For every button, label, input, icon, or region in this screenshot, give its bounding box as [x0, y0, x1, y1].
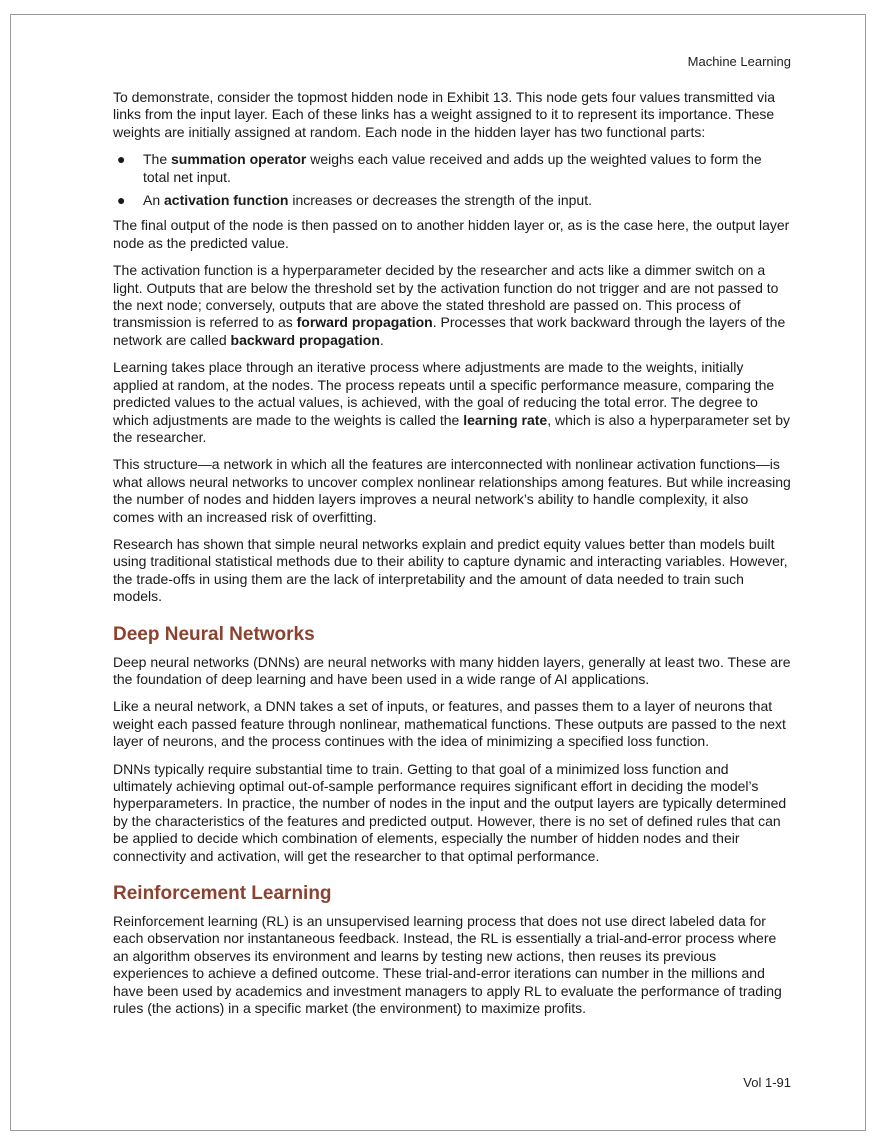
bullet-icon: ● [117, 192, 126, 209]
bullet-icon: ● [117, 151, 126, 168]
paragraph: DNNs typically require substantial time to train. Getting to that goal of a minimized loss function and ultimately achieving optimal out-of-sample performance requires significant effort in deciding the model’s hyperparameters. In practice, the number of nodes in the input and the output layers are typically determined by the characteristics of the features and predicted output. However, there is no set of defined rules that can be applied to decide which combination of elements, especially the number of hidden nodes and their connectivity and activation, will get the researcher to that optimal performance. [113, 760, 787, 864]
body-text [113, 89, 791, 1027]
section-heading: Deep Neural Networks [113, 623, 315, 645]
list-item: ● The summation operator weighs each value received and adds up the weighted values to form the total net input. [117, 151, 762, 185]
key-term: summation operator [171, 151, 307, 168]
paragraph: Learning takes place through an iterative process where adjustments are made to the weights, initially applied at random, at the nodes. The process repeats until a specific performance measure, comparing the predicted values to the actual values, is achieved, with the goal of reducing the total error. The degree to which adjustments are made to the weights is called the learning rate, which is also a hyperparameter set by the researcher. [113, 359, 790, 445]
paragraph: To demonstrate, consider the topmost hidden node in Exhibit 13. This node gets four values transmitted via links from the input layer. Each of these links has a weight assigned to it to represent its importance. These weights are initially assigned at random. Each node in the hidden layer has two functional parts: [113, 89, 776, 140]
key-term: forward propagation [296, 314, 433, 331]
section-heading: Reinforcement Learning [113, 883, 332, 905]
key-term: backward propagation [230, 331, 380, 348]
paragraph: Reinforcement learning (RL) is an unsupervised learning process that does not use direct labeled data for each observation nor instantaneous feedback. Instead, the RL is essentially a trial-and-error process where an algorithm observes its environment and learns by testing new actions, then reuses its previous experiences to achieve a defined outcome. These trial-and-error iterations can number in the millions and have been used by academics and investment managers to apply RL to evaluate the performance of trading rules (the actions) in a specific market (the environment) to maximize profits. [113, 913, 782, 1017]
key-term: learning rate [463, 411, 548, 428]
key-term: activation function [164, 192, 289, 209]
page [10, 14, 866, 1131]
paragraph: Research has shown that simple neural networks explain and predict equity values better than models built using traditional statistical methods due to their ability to capture dynamic and interacting variables. However, the trade-offs in using them are the lack of interpretability and the amount of data needed to train such models. [113, 535, 788, 605]
paragraph: The final output of the node is then passed on to another hidden layer or, as is the case here, the output layer node as the predicted value. [113, 217, 790, 251]
page-number: Vol 1-91 [743, 1075, 791, 1090]
running-head: Machine Learning [687, 54, 791, 69]
paragraph: Deep neural networks (DNNs) are neural networks with many hidden layers, generally at least two. These are the foundation of deep learning and have been used in a wide range of AI applications. [113, 653, 791, 687]
paragraph: The activation function is a hyperparameter decided by the researcher and acts like a dimmer switch on a light. Outputs that are below the threshold set by the activation function do not trigger and are not passed to the next node; conversely, outputs that are above the stated threshold are passed on. This process of transmission is referred to as forward propagation. Processes that work backward through the layers of the network are called backward propagation. [113, 262, 786, 348]
list-item: ● An activation function increases or decreases the strength of the input. [117, 192, 592, 209]
paragraph: This structure—a network in which all the features are interconnected with nonlinear activation functions—is what allows neural networks to uncover complex nonlinear relationships among features. But while increasing the number of nodes and hidden layers improves a neural network’s ability to handle complexity, it also comes with an increased risk of overfitting. [113, 456, 791, 525]
paragraph: Like a neural network, a DNN takes a set of inputs, or features, and passes them to a layer of neurons that weight each passed feature through nonlinear, mathematical functions. These outputs are passed to the next layer of neurons, and the process continues with the idea of minimizing a specified loss function. [113, 698, 786, 750]
bullet-list [113, 151, 791, 209]
